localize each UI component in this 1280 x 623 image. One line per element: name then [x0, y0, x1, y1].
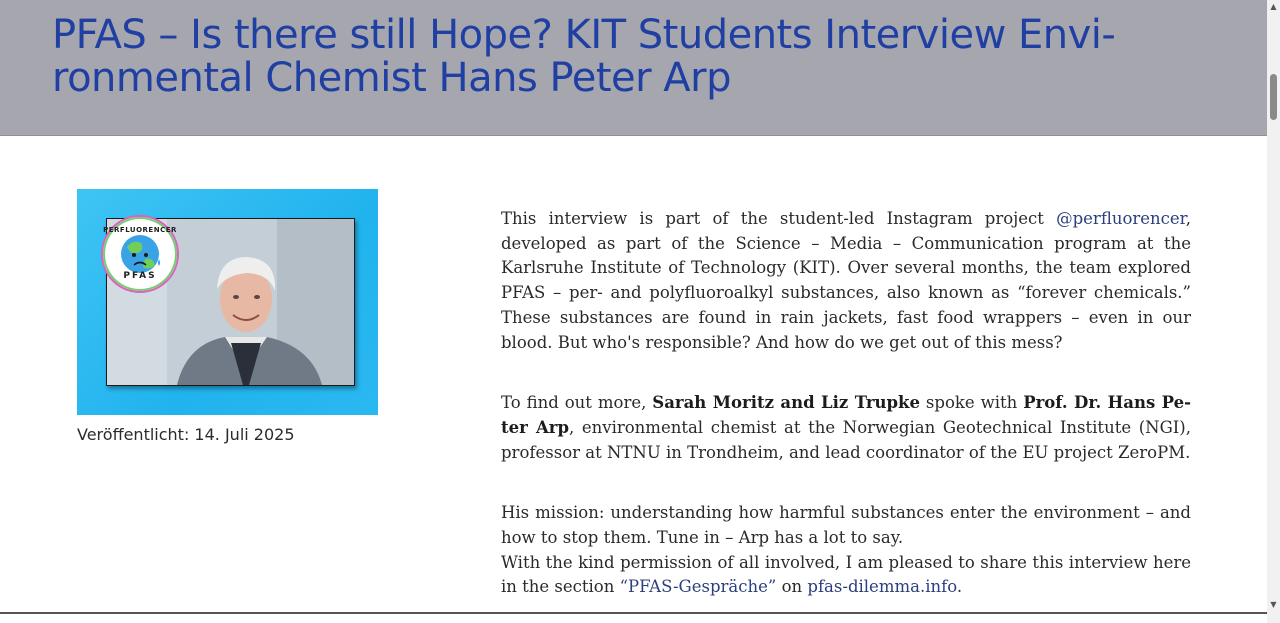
- interviewee-name: Prof. Dr. Hans Peter Arp: [501, 393, 1192, 437]
- media-column: [77, 189, 378, 444]
- publish-date: Veröffentlicht: 14. Juli 2025: [77, 425, 295, 444]
- page-title: [52, 14, 1202, 100]
- interviewer-names: Sarah Moritz and Liz Trupke: [652, 393, 920, 413]
- scroll-down-arrow-icon[interactable]: ▼: [1270, 600, 1277, 609]
- article-paragraph-mission: His mission: understanding how harmful substances enter the environment – and how to stop them. Tune in – Arp has a lot to say.: [501, 503, 1191, 548]
- text-segment: This interview is part of the student-led Instagram project: [501, 209, 1057, 228]
- viewport-bottom-border: [0, 612, 1267, 614]
- text-segment: , environmental chemist at the Norwegian Geotechnical Institute (NGI), professor at NTNU in Trondheim, and lead coordinator of the EU project ZeroPM.: [501, 417, 1191, 462]
- text-segment: on: [776, 577, 808, 597]
- article-body: [501, 207, 1191, 600]
- vertical-scrollbar[interactable]: [1267, 0, 1280, 623]
- scrollbar-thumb[interactable]: [1270, 74, 1277, 120]
- logo-bottom-text: PFAS: [123, 271, 157, 281]
- scroll-up-arrow-icon[interactable]: ▲: [1270, 2, 1277, 11]
- video-thumbnail[interactable]: [77, 189, 378, 415]
- article-paragraph-permission: [501, 551, 1191, 600]
- article-paragraph-intro: [501, 207, 1191, 355]
- logo-top-text: PERFLUORENCER: [103, 226, 177, 234]
- page-title-line-1: PFAS – Is there still Hope? KIT Students Interview Envi-: [52, 12, 1116, 58]
- page-title-line-2: ronmental Chemist Hans Peter Arp: [52, 55, 731, 101]
- text-segment: With the kind permission of all involved, I am pleased to share this interview here in the section: [501, 552, 1191, 597]
- pfas-gespraeche-link[interactable]: “PFAS-Gespräche”: [619, 577, 777, 597]
- perfluorencer-logo: [101, 215, 179, 293]
- text-segment: spoke with: [919, 393, 1024, 413]
- text-segment: , developed as part of the Science – Media – Communication program at the Karlsruhe Institute of Technology (KIT). Over several months, the team explored PFAS – per- and polyfluoroalkyl substances, also known as “forever chemicals.” These substances are found in rain jackets, fast food wrappers – even in our blood. But who's responsible? And how do we get out of this mess?: [501, 209, 1191, 352]
- text-segment: To find out more,: [501, 393, 653, 413]
- article-paragraph-interviewers: [501, 391, 1191, 465]
- text-segment: .: [956, 577, 963, 597]
- page-header: [0, 0, 1267, 136]
- perfluorencer-link[interactable]: @perfluorencer: [1056, 209, 1186, 228]
- pfas-dilemma-link[interactable]: pfas-dilemma.info: [807, 577, 957, 597]
